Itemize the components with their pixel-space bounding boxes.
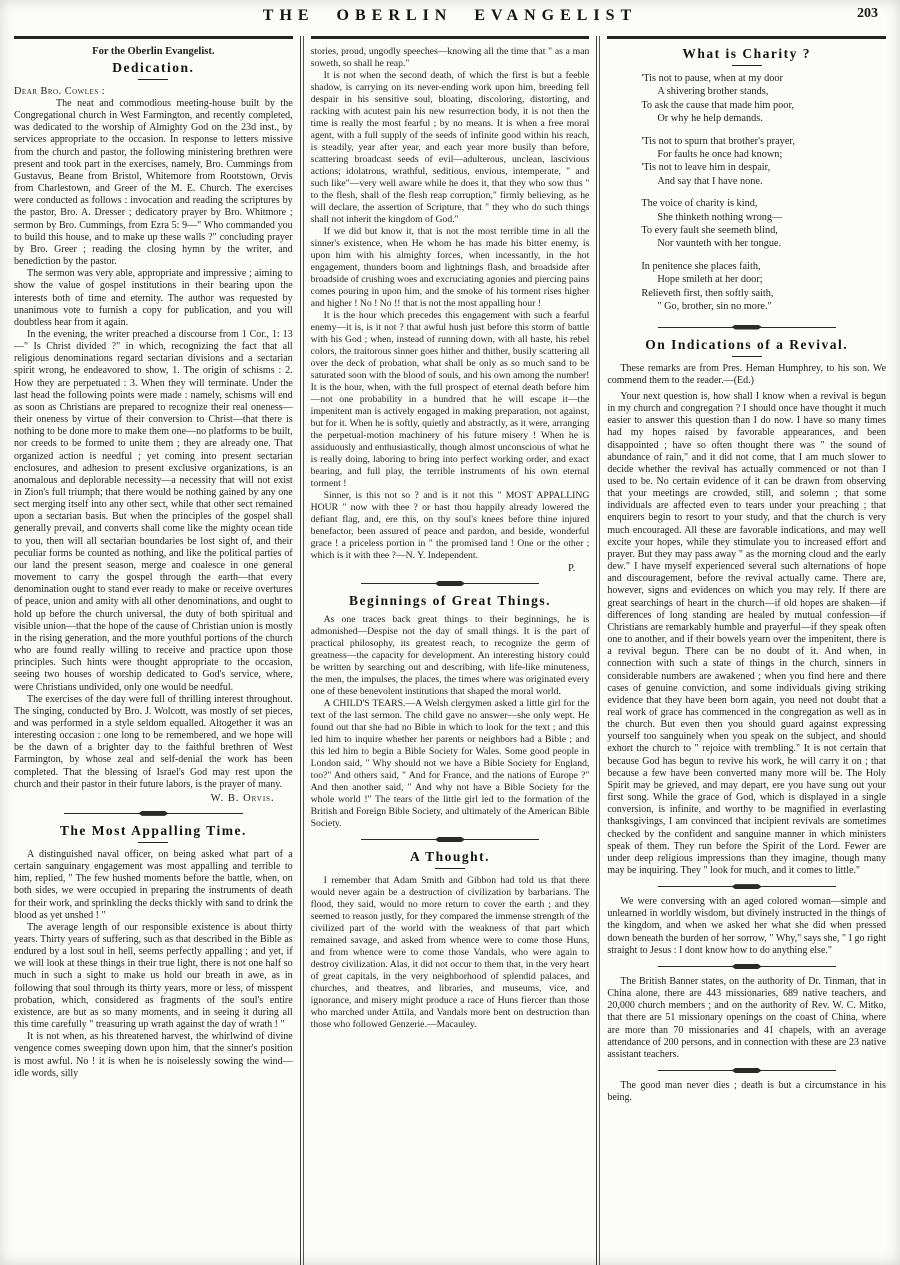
poem-line: Relieveth first, then softly saith, bbox=[641, 287, 774, 299]
poem-line: And say that I have none. bbox=[657, 175, 763, 187]
poem-stanza bbox=[641, 72, 886, 126]
column-1 bbox=[8, 36, 299, 1265]
paragraph: The exercises of the day were full of thrilling interest throughout. The singing, conducted by Bro. J. Wolcott, was mostly of set pieces, and was performed in a style seldom equalled. Altogether it was an interesting occasion : one long to be remembered, and we hope will be the dawn of a brighter day to the faithful brethren of West Farmington, by whose zeal and self-denial the work has been completed. That the blessing of Israel's God may rest upon the church and their pastor in their future labors, is the prayer of many. bbox=[14, 693, 293, 790]
salutation: Dear Bro. Cowles : bbox=[14, 86, 106, 97]
paragraph: The neat and commodious meeting-house built by the Congregational church in West Farmington, and recently completed, was dedicated to the worship of Almighty God on the 23d inst., by services appropriate to the occasion. In response to letters missive from the church and pastor, the following ministering brethren were present and took part in the exercises, namely, Bro. Cummings from Gustavus, Beane from Bristol, Whitemore from Rootstown, Orvis from Charlestown, and Greer of the M. E. Church. The exercises were conducted as follows : invocation and reading the scriptures by the pastor, Bro. A. Dresser ; dedicatory prayer by Bro. Whitmore ; sermon by Bro. Cummings, from Ezra 5: 9—" Who commanded you to build this house, and to make up these walls ?" concluding prayer by Bro. Greer ; reading the closing hymn by the writer, and benediction by the pastor. bbox=[14, 98, 293, 268]
signature-orvis: W. B. Orvis. bbox=[210, 792, 275, 804]
short-rule bbox=[138, 842, 168, 843]
paragraph: stories, proud, ungodly speeches—knowing all the time that " as a man soweth, so shall he reap." bbox=[310, 46, 590, 69]
poem-line: For faults he once had known; bbox=[657, 149, 783, 161]
poem-line: The voice of charity is kind, bbox=[641, 198, 758, 210]
poem-line: To ask the cause that made him poor, bbox=[641, 99, 795, 111]
page-title: THE OBERLIN EVANGELIST bbox=[262, 7, 638, 24]
paragraph: The good man never dies ; death is but a circumstance in his being. bbox=[607, 1080, 887, 1104]
column-top-rule bbox=[607, 36, 886, 39]
paragraph: Your next question is, how shall I know when a revival is begun in my church and congregation ? I should once have thought it much easier to answer this question than I do now. I have so many times had my hopes raised by favorable appearances, and been disappointed ; have so often thought there was " the sound of abundance of rain," and it did not come, that I am much slower to decide whether the revival has actually commenced or not than I used to be. No certain evidence of it can be drawn from observing that your meetings are crowded, still, and solemn ; that some individuals are affected even to tears under your preaching ; that enquirers begin to resort to your study, and that the church is very much encouraged. All these are favorable indications, and may well excite your hopes, while they stimulate you to increased effort and prayer. But they may pass away " as the morning cloud and the early dew." I have myself experienced several such alternations of hope and discouragement, before the revival actually came. There are, however, signs and evidences on which you may rely. If there are great searchings of heart in the church—if old hopes are shaken—if differences of long standing are healed by mutual confession—if Christians are remarkably humble and prayerful—if they speak often one to another, and if their bowels yearn over the impenitent, there is a revival begun. There can be no doubt of it. And when, in connection with such a state of things in the church, sinners in considerable numbers are awakened ; when you find here and there cases of genuine conviction, and some individuals giving striking evidence that they have been born again, you need not doubt that a real work of grace has commenced in the congregation as well as in the church. But even then you should guard against expressing yourself too sanguinely when you speak on the subject, and should exhort the church to " rejoice with trembling." It is not certain that because God has begun to revive his work, he will carry it on ; that because a few have been converted many more will be. The Holy Spirit may be grieved, and may depart, ere you have sung out your first song. While the grace of God, which is displayed in a single conversion, is infinite, and worthy to be magnified in everlasting thanksgivings, I am convinced that incipient revivals are sometimes checked by the confident and sanguine manner in which ministers speak of them. They run before the Spirit of the Lord. Fewer are under deep religious impressions than they imagine, though many may be inquiring. They " look for much, and it comes to little." bbox=[607, 390, 887, 876]
tapered-rule-divider bbox=[658, 1066, 836, 1075]
paragraph: It is not when, as his threatened harvest, the whirlwind of divine vengence comes sweeping down upon him, that the sinner's position is most awful. No ! it is when he is noiselessly sowing the wind—idle words, silly bbox=[14, 1031, 293, 1079]
poem-line: A shivering brother stands, bbox=[657, 86, 769, 98]
tapered-rule-divider bbox=[64, 809, 242, 818]
paragraph: A distinguished naval officer, on being asked what part of a certain sanguinary engagement was most appalling and terrible to him, replied, " The few hushed moments before the battle, when, on both sides, we were occupied in preparing the instruments of death for their work, and sprinkling the decks thickly with sand to drink the blood as yet unshed ! " bbox=[14, 848, 293, 921]
tapered-rule-divider bbox=[361, 835, 539, 844]
divider-diamond-icon bbox=[138, 811, 168, 816]
paragraph: In the evening, the writer preached a discourse from 1 Cor., 1: 13—" Is Christ divided ?" in which, recognizing the fact that all religious denominations regard sectarian divisions and a sectarian spirit wrong, he endeavored to show, 1. The origin of schisms : 2. How they are perpetuated : 3. When they will terminate. Under the last head the following points were made : namely, schisms will end as soon as Christians are prepared to recognize their real oneness—their oneness by virtue of their conversion to Christ—that there is nothing to be done more to make them one—no platforms to be built, nor creeds to be formed to unite them ; they are already one. That organized action is needful ; yet coming into present sectarian enclosures, and adhesion to present exclusive organizations, is an anomalous and deplorable necessity—a necessity that will not exist in Zion's full triumph; that there would be nothing gained by any one sect merging itself into any other sect, while that other sect remained upon a sectarian basis. But when the principles of the gospel shall generally prevail, and converts shall come like the mighty ocean tide to you, then will all sectarian boundaries be lost sight of, and their peculiar forms be counted as nothing, and like the political parties of our land the present season, merge and coalesce in one general movement to carry the gospel through the earth—that every denomination ought to stand ever ready to make or receive overtures of peace, union and amity with all other denominations, and ought to hold up before the church universal, the duty of both spiritual and visible union—that the hope of the cause of Christian union is mostly in the rising generation, and the more youthful portions of the church who are found really willing to receive and practice upon those principles. Such hints were thought appropriate to the occasion, seeing two houses of worship dedicated to God's service, where, were Christians undivided, only one would be needful. bbox=[14, 328, 293, 693]
poem-line: " Go, brother, sin no more." bbox=[657, 301, 772, 313]
divider-diamond-icon bbox=[435, 581, 465, 586]
poem-line: 'Tis not to pause, when at my door bbox=[641, 73, 783, 84]
tapered-rule-divider bbox=[658, 962, 836, 971]
article-title-charity: What is Charity ? bbox=[682, 46, 811, 61]
poem-stanza bbox=[641, 197, 886, 251]
poem-stanza bbox=[641, 260, 886, 314]
column-separator-rule bbox=[300, 36, 304, 1265]
tapered-rule-divider bbox=[658, 323, 836, 332]
article-attribution: For the Oberlin Evangelist. bbox=[92, 46, 215, 57]
short-rule bbox=[732, 65, 762, 66]
article-title-thought: A Thought. bbox=[409, 849, 491, 864]
poem-line: Hope smileth at her door; bbox=[657, 274, 763, 286]
short-rule bbox=[435, 868, 465, 869]
poem-line: 'Tis not to spurn that brother's prayer, bbox=[641, 135, 795, 147]
article-title-dedication: Dedication. bbox=[112, 60, 195, 75]
paragraph: As one traces back great things to their beginnings, he is admonished—Despise not the day of small things. It is the part of practical philosophy, its greatest reach, to recognize the germ of greatness—the capacity for development. An interesting history could be written by searching out and describing, with life-like minuteness, the men, the impulses, the places, the times where was originated every one of these benevolent institutions that shaped the moral world. bbox=[310, 614, 590, 697]
paragraph: The average length of our responsible existence is about thirty years. Thirty years of suffering, such as that described in the Bible as endured by a lost soul in hell, seems perfectly appalling ; and yet, if we will look at these things in their true light, there is not one half so much in such a sight to make us hold our breath in awe, as in following that soul through its thirty years, more or less, of misspent probation, which, considered as fragments of the soul's entire existence, are but as so many moments, and in seeing it during all this time carefully " treasuring up wrath against the day of wrath ! " bbox=[14, 921, 293, 1031]
poem-line: To every fault she seemeth blind, bbox=[641, 225, 778, 237]
paragraph: We were conversing with an aged colored woman—simple and unlearned in worldly wisdom, but divinely instructed in the things of the kingdom, and when we asked her what she did when pressed down beneath the burden of her sorrow, " Why," says she, " I go right straight to Jesus : I dont know how to do anything else." bbox=[607, 896, 887, 956]
short-rule bbox=[138, 79, 168, 80]
masthead bbox=[0, 0, 900, 36]
paragraph: The sermon was very able, appropriate and impressive ; aiming to show the value of gospel institutions in their bearing upon the interests both of time and eternity. The author was requested by unanimous vote to furnish a copy for publication, and you will doubtless hear from it again. bbox=[14, 268, 293, 328]
paragraph: It is the hour which precedes this engagement with such a fearful enemy—it is, is it not ? that awful hush just before this storm of battle with his God ; when, instead of running down, with all haste, his rebel colors, the traitorous sinner goes hither and thither, busily scattering all over the deck of probation, what shall be only as so much sand to be saturated soon with the blood of souls, and his own among the number! It is the hour, when, with the full prospect of eternal death before him—not one probability in a hundred that he will escape it—the impenitent man is actively engaged in making preparation, not against, but for it. When he is softly, quietly and abstractly, as it were, arranging the perpetual-motion machinery of his future misery ! When he is assiduously and enthusiastically, though almost unconscious of what he is really doing, laboring to bring into perfect working order, and exact bearing, and full play, the terrible instruments of his own eternal torment ! bbox=[310, 310, 590, 489]
column-3 bbox=[601, 36, 892, 1265]
paragraph: Sinner, is this not so ? and is it not this " MOST APPALLING HOUR " now with thee ? or hast thou happily already lowered the defiant flag, and, ere this, on thy soul's knees before thine injured benefactor, been assured of peace and pardon, and beside, wonderful grace ! a priceless portion in " the promised land ! One or the other ; which is it with thee ?—N. Y. Independent. bbox=[310, 490, 590, 561]
paragraph: I remember that Adam Smith and Gibbon had told us that there would never again be a destruction of civilization by barbarians. The flood, they said, would no more return to cover the earth ; and they seemed to reason justly, for they compared the immense strength of the civilized part of the world with the weakness of that part which remained savage, and asked from whence were to come those Huns, and from whence were to come those Vandals, who were again to destroy civilization. Alas, it did not occur to them that, in the very heart of great capitals, in the very neighborhood of splendid palaces, and churches, and theatres, and libraries, and museums, vice, and ignorance, and misery might produce a race of Huns fiercer than those who marched under Attila, and Vandals more bent on destruction than those who followed Genzerie.—Macauley. bbox=[310, 875, 590, 1030]
short-rule bbox=[732, 356, 762, 357]
article-title-revival: On Indications of a Revival. bbox=[645, 336, 849, 352]
divider-diamond-icon bbox=[732, 884, 762, 889]
editor-note: These remarks are from Pres. Heman Humphrey, to his son. We commend them to the reader.—(Ed.) bbox=[607, 362, 887, 386]
page-number: 203 bbox=[857, 6, 878, 21]
charity-poem bbox=[641, 72, 886, 314]
column-2 bbox=[305, 36, 596, 1265]
column-layout bbox=[0, 36, 900, 1265]
paragraph: If we did but know it, that is not the most terrible time in all the sinner's existence, when He whom he has made his bitter enemy, is upon him with his almighty forces, when incessantly, in the hot engagement, thunders boom and lightnings flash, and broadside after broadside of crushing woes and excruciating agonies and piercing pains comes pouring in upon him, and the smoke of his torment rises higher and higher ! No ! No !! that is not the most appalling hour ! bbox=[310, 226, 590, 309]
paragraph: It is not when the second death, of which the first is but a feeble shadow, is carrying on its never-ending work upon him, breeding fell despair in his sensitive soul, bloating, discoloring, distorting, and racking with acutest pain his new resurrection body, it is not then the time is really the most fearful ; by no means. It is when a free moral agent, with a full supply of the seeds of infinite good within his reach, is steadily, year after year, and each year more busily than before, scattering broadcast seeds of evil—adulterous, unclean, lascivious actions; idolatrous, wrathful, seditious, envious, intemperate, " and such like"—very well aware while he does it, that they who sow thus " to the flesh, shall of the flesh reap corruption," firmly believing, as he will declare, the assertion of Scripture, that " they who do such things shall not inherit the kingdom of God." bbox=[310, 70, 590, 225]
divider-diamond-icon bbox=[732, 964, 762, 969]
poem-line: In penitence she places faith, bbox=[641, 260, 761, 272]
article-title-beginnings: Beginnings of Great Things. bbox=[348, 593, 552, 608]
signature-p: P. bbox=[568, 563, 576, 574]
poem-line: She thinketh nothing wrong— bbox=[657, 211, 783, 223]
column-top-rule bbox=[14, 36, 293, 39]
tapered-rule-divider bbox=[361, 579, 539, 588]
tapered-rule-divider bbox=[658, 882, 836, 891]
column-top-rule bbox=[311, 36, 590, 39]
paragraph: A CHILD'S TEARS.—A Welsh clergymen asked a little girl for the text of the last sermon. The child gave no answer—she only wept. He found out that she had no Bible in which to look for the text ; and this led him to inquire whether her parents or neighbors had a Bible ; and this led him to begin a Bible Society for Wales. Some good people in London said, " Why should not we have a Bible Society for England, too?" And others said, " And for France, and the nations of Europe ?" And then another said, " And why not have a Bible Society for the whole world !" The tears of the little girl led to the formation of the British and Foreign Bible Society, and ultimately of the American Bible Society. bbox=[310, 698, 590, 829]
column-separator-rule bbox=[596, 36, 600, 1265]
poem-line: Nor vaunteth with her tongue. bbox=[657, 238, 782, 250]
divider-diamond-icon bbox=[435, 837, 465, 842]
poem-line: 'Tis not to leave him in despair, bbox=[641, 162, 771, 174]
poem-line: Or why he help demands. bbox=[657, 113, 763, 125]
paragraph: The British Banner states, on the authority of Dr. Tinman, that in China alone, there are 443 missionaries, 689 native teachers, and 20,000 church members ; and on the authority of Rev. W. C. Mitko, that there are 51 missionary openings on the coast of China, where are more than 70 missionaries and 41 chapels, with an average attendance of 200 persons, and in connection with these are 23 native assistant teachers. bbox=[607, 975, 887, 1060]
poem-stanza bbox=[641, 135, 886, 189]
divider-diamond-icon bbox=[732, 1068, 762, 1073]
divider-diamond-icon bbox=[732, 325, 762, 330]
article-title-appalling-time: The Most Appalling Time. bbox=[59, 822, 247, 838]
